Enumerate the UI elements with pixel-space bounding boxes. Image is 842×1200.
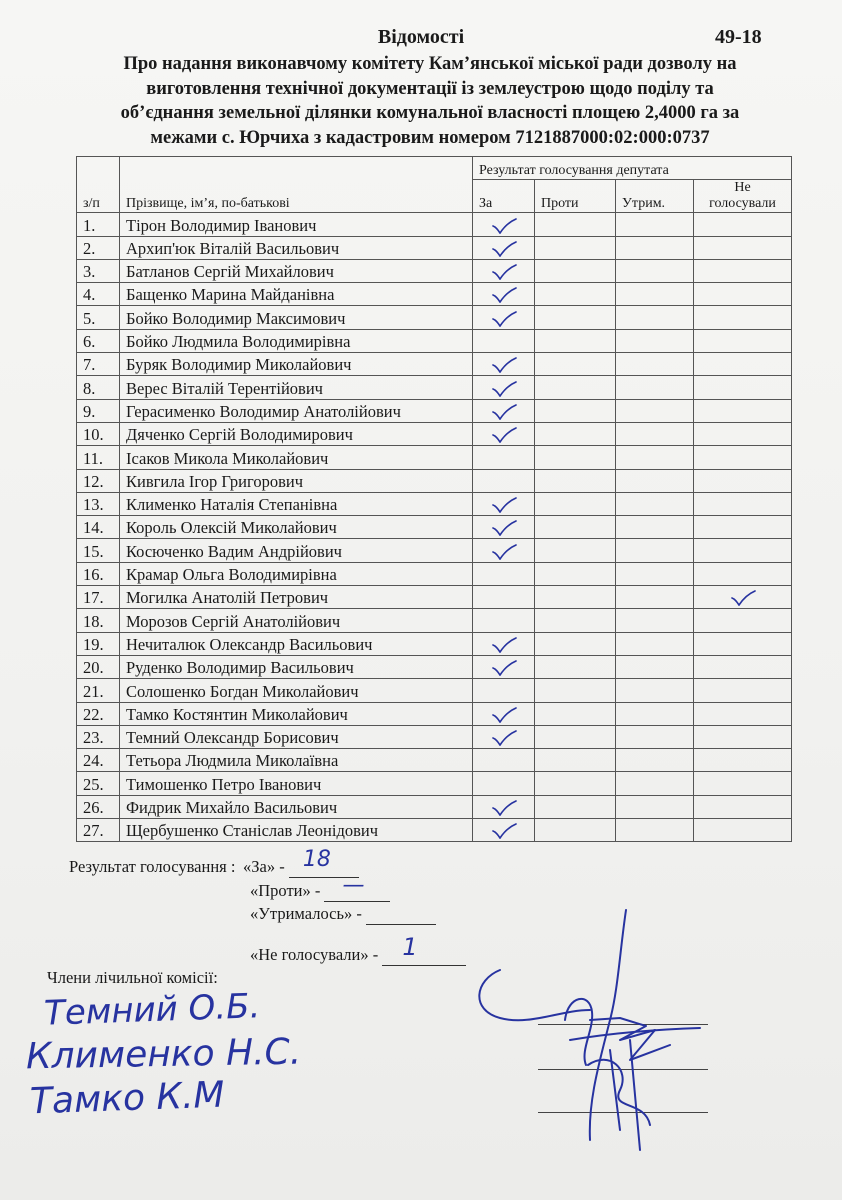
summary-abstain-blank xyxy=(366,904,436,925)
vote-cell-for xyxy=(473,492,535,515)
vote-cell-not-voted xyxy=(694,725,792,748)
voting-table xyxy=(76,156,792,842)
vote-cell-for xyxy=(473,422,535,445)
vote-cell-against xyxy=(535,399,616,422)
row-number: 5. xyxy=(77,306,120,329)
row-name: Кивгила Ігор Григорович xyxy=(120,469,473,492)
checkmark-icon xyxy=(491,287,517,303)
vote-cell-not-voted xyxy=(694,446,792,469)
table-row xyxy=(77,539,792,562)
vote-cell-not-voted xyxy=(694,655,792,678)
header-not-voted-line1: Не xyxy=(734,180,751,196)
subject-line: Про надання виконавчому комітету Кам’янської міської ради дозволу на xyxy=(123,54,737,74)
vote-cell-abstain xyxy=(616,306,694,329)
header-for: За xyxy=(473,180,535,213)
vote-cell-not-voted xyxy=(694,353,792,376)
vote-cell-not-voted xyxy=(694,749,792,772)
row-name: Тамко Костянтин Миколайович xyxy=(120,702,473,725)
summary-against xyxy=(250,873,390,902)
vote-cell-against xyxy=(535,446,616,469)
row-name: Ісаков Микола Миколайович xyxy=(120,446,473,469)
header-result: Результат голосування депутата xyxy=(473,157,792,180)
vote-cell-not-voted xyxy=(694,679,792,702)
vote-cell-not-voted xyxy=(694,283,792,306)
checkmark-icon xyxy=(491,311,517,327)
vote-cell-against xyxy=(535,376,616,399)
table-row xyxy=(77,329,792,352)
vote-cell-abstain xyxy=(616,749,694,772)
vote-cell-not-voted xyxy=(694,795,792,818)
vote-cell-abstain xyxy=(616,632,694,655)
table-row xyxy=(77,655,792,678)
row-number: 19. xyxy=(77,632,120,655)
checkmark-icon xyxy=(491,381,517,397)
vote-cell-against xyxy=(535,679,616,702)
header-not-voted xyxy=(694,180,792,213)
checkmark-icon xyxy=(491,264,517,280)
vote-cell-for xyxy=(473,679,535,702)
vote-cell-against xyxy=(535,586,616,609)
vote-cell-against xyxy=(535,539,616,562)
table-row xyxy=(77,632,792,655)
vote-cell-for xyxy=(473,213,535,236)
row-number: 11. xyxy=(77,446,120,469)
vote-cell-against xyxy=(535,516,616,539)
table-row xyxy=(77,725,792,748)
checkmark-icon xyxy=(491,637,517,653)
row-name: Косюченко Вадим Андрійович xyxy=(120,539,473,562)
vote-cell-against xyxy=(535,236,616,259)
vote-cell-against xyxy=(535,306,616,329)
commission-label: Члени лічильної комісії: xyxy=(47,968,218,987)
commission-signature-3: Тамко К.М xyxy=(29,1074,226,1123)
row-name: Архип'юк Віталій Васильович xyxy=(120,236,473,259)
checkmark-icon xyxy=(491,520,517,536)
checkmark-icon xyxy=(491,800,517,816)
table-row xyxy=(77,236,792,259)
vote-cell-for xyxy=(473,516,535,539)
vote-cell-for xyxy=(473,306,535,329)
document-title: Відомості xyxy=(377,26,465,48)
table-row xyxy=(77,772,792,795)
row-number: 25. xyxy=(77,772,120,795)
row-name: Бойко Володимир Максимович xyxy=(120,306,473,329)
voting-rows xyxy=(77,213,792,842)
checkmark-icon xyxy=(491,357,517,373)
checkmark-icon xyxy=(491,218,517,234)
vote-cell-against xyxy=(535,492,616,515)
row-number: 20. xyxy=(77,655,120,678)
row-name: Дяченко Сергій Володимирович xyxy=(120,422,473,445)
summary-not-voted-label: «Не голосували» - xyxy=(250,945,379,964)
row-number: 3. xyxy=(77,259,120,282)
vote-cell-against xyxy=(535,819,616,842)
row-name: Клименко Наталія Степанівна xyxy=(120,492,473,515)
summary-abstain xyxy=(250,904,436,925)
vote-cell-not-voted xyxy=(694,492,792,515)
row-number: 7. xyxy=(77,353,120,376)
table-row xyxy=(77,469,792,492)
vote-cell-against xyxy=(535,702,616,725)
vote-cell-against xyxy=(535,562,616,585)
vote-cell-against xyxy=(535,795,616,818)
vote-cell-not-voted xyxy=(694,399,792,422)
row-name: Руденко Володимир Васильович xyxy=(120,655,473,678)
vote-cell-not-voted xyxy=(694,213,792,236)
summary-for-value: 18 xyxy=(302,847,331,872)
vote-cell-abstain xyxy=(616,422,694,445)
row-number: 23. xyxy=(77,725,120,748)
row-name: Нечиталюк Олександр Васильович xyxy=(120,632,473,655)
vote-cell-abstain xyxy=(616,702,694,725)
row-number: 4. xyxy=(77,283,120,306)
vote-cell-not-voted xyxy=(694,819,792,842)
header-name: Прізвище, ім’я, по-батькові xyxy=(120,157,473,213)
vote-cell-for xyxy=(473,819,535,842)
vote-cell-for xyxy=(473,702,535,725)
row-name: Верес Віталій Терентійович xyxy=(120,376,473,399)
chairman-signature-scribble xyxy=(470,900,730,1170)
row-name: Щербушенко Станіслав Леонідович xyxy=(120,819,473,842)
row-number: 6. xyxy=(77,329,120,352)
vote-cell-for xyxy=(473,632,535,655)
checkmark-icon xyxy=(491,730,517,746)
summary-not-voted-blank xyxy=(382,933,466,966)
vote-cell-not-voted xyxy=(694,376,792,399)
summary-against-blank xyxy=(324,873,390,902)
table-row xyxy=(77,259,792,282)
summary-for xyxy=(243,847,359,878)
vote-cell-not-voted xyxy=(694,259,792,282)
vote-cell-abstain xyxy=(616,236,694,259)
vote-cell-not-voted xyxy=(694,306,792,329)
header-not-voted-line2: голосували xyxy=(709,196,776,212)
table-row xyxy=(77,795,792,818)
vote-cell-for xyxy=(473,772,535,795)
table-row xyxy=(77,306,792,329)
table-row xyxy=(77,283,792,306)
vote-cell-against xyxy=(535,609,616,632)
row-name: Буряк Володимир Миколайович xyxy=(120,353,473,376)
vote-cell-abstain xyxy=(616,539,694,562)
row-number: 22. xyxy=(77,702,120,725)
vote-cell-abstain xyxy=(616,609,694,632)
subject-line: межами с. Юрчиха з кадастровим номером 7121887000:02:000:0737 xyxy=(150,127,710,148)
vote-cell-against xyxy=(535,422,616,445)
table-row xyxy=(77,702,792,725)
table-row xyxy=(77,679,792,702)
row-name: Герасименко Володимир Анатолійович xyxy=(120,399,473,422)
table-row xyxy=(77,819,792,842)
vote-cell-abstain xyxy=(616,259,694,282)
vote-cell-against xyxy=(535,283,616,306)
vote-cell-abstain xyxy=(616,725,694,748)
commission-signature-1: Темний О.Б. xyxy=(43,986,261,1034)
commission-signature-2: Клименко Н.С. xyxy=(25,1031,302,1078)
vote-cell-for xyxy=(473,399,535,422)
row-name: Фидрик Михайло Васильович xyxy=(120,795,473,818)
row-number: 27. xyxy=(77,819,120,842)
vote-cell-abstain xyxy=(616,213,694,236)
table-row xyxy=(77,213,792,236)
vote-cell-for xyxy=(473,353,535,376)
checkmark-icon xyxy=(491,404,517,420)
header-abstain: Утрим. xyxy=(616,180,694,213)
table-row xyxy=(77,749,792,772)
row-name: Крамар Ольга Володимирівна xyxy=(120,562,473,585)
row-number: 26. xyxy=(77,795,120,818)
row-number: 15. xyxy=(77,539,120,562)
vote-cell-for xyxy=(473,283,535,306)
table-row xyxy=(77,562,792,585)
vote-cell-abstain xyxy=(616,819,694,842)
summary-not-voted xyxy=(250,933,466,966)
vote-cell-abstain xyxy=(616,492,694,515)
header-number: з/п xyxy=(77,157,120,213)
row-number: 12. xyxy=(77,469,120,492)
subject-line: виготовлення технічної документації із землеустрою щодо поділу та xyxy=(146,78,714,99)
vote-cell-abstain xyxy=(616,772,694,795)
row-name: Король Олексій Миколайович xyxy=(120,516,473,539)
vote-cell-abstain xyxy=(616,376,694,399)
row-number: 17. xyxy=(77,586,120,609)
table-row xyxy=(77,492,792,515)
vote-cell-for xyxy=(473,609,535,632)
vote-cell-for xyxy=(473,586,535,609)
vote-cell-abstain xyxy=(616,562,694,585)
vote-cell-not-voted xyxy=(694,632,792,655)
table-row xyxy=(77,586,792,609)
summary-not-voted-value: 1 xyxy=(402,933,418,961)
table-row xyxy=(77,609,792,632)
table-row xyxy=(77,422,792,445)
row-number: 24. xyxy=(77,749,120,772)
row-name: Морозов Сергій Анатолійович xyxy=(120,609,473,632)
vote-cell-abstain xyxy=(616,283,694,306)
vote-cell-not-voted xyxy=(694,539,792,562)
vote-cell-not-voted xyxy=(694,702,792,725)
vote-cell-not-voted xyxy=(694,469,792,492)
vote-cell-against xyxy=(535,469,616,492)
vote-cell-abstain xyxy=(616,679,694,702)
vote-cell-abstain xyxy=(616,795,694,818)
checkmark-icon xyxy=(730,590,756,606)
vote-cell-not-voted xyxy=(694,516,792,539)
checkmark-icon xyxy=(491,427,517,443)
vote-cell-against xyxy=(535,725,616,748)
checkmark-icon xyxy=(491,241,517,257)
vote-cell-against xyxy=(535,329,616,352)
vote-cell-for xyxy=(473,562,535,585)
row-number: 9. xyxy=(77,399,120,422)
vote-cell-abstain xyxy=(616,446,694,469)
row-name: Тетьора Людмила Миколаївна xyxy=(120,749,473,772)
checkmark-icon xyxy=(491,544,517,560)
vote-cell-against xyxy=(535,749,616,772)
row-number: 18. xyxy=(77,609,120,632)
vote-cell-for xyxy=(473,795,535,818)
row-name: Бойко Людмила Володимирівна xyxy=(120,329,473,352)
vote-cell-abstain xyxy=(616,353,694,376)
vote-cell-for xyxy=(473,655,535,678)
row-number: 16. xyxy=(77,562,120,585)
vote-cell-for xyxy=(473,749,535,772)
vote-cell-not-voted xyxy=(694,772,792,795)
vote-cell-against xyxy=(535,353,616,376)
vote-cell-against xyxy=(535,259,616,282)
vote-cell-not-voted xyxy=(694,422,792,445)
vote-cell-against xyxy=(535,772,616,795)
table-row xyxy=(77,376,792,399)
vote-cell-for xyxy=(473,376,535,399)
vote-cell-not-voted xyxy=(694,586,792,609)
vote-cell-for xyxy=(473,725,535,748)
checkmark-icon xyxy=(491,707,517,723)
vote-cell-abstain xyxy=(616,399,694,422)
row-number: 10. xyxy=(77,422,120,445)
row-name: Могилка Анатолій Петрович xyxy=(120,586,473,609)
summary-abstain-label: «Утрималось» - xyxy=(250,904,362,923)
subject-line: об’єднання земельної ділянки комунальної власності площею 2,4000 га за xyxy=(120,103,740,123)
vote-cell-against xyxy=(535,655,616,678)
table-row xyxy=(77,399,792,422)
vote-cell-abstain xyxy=(616,469,694,492)
row-number: 21. xyxy=(77,679,120,702)
checkmark-icon xyxy=(491,497,517,513)
vote-cell-not-voted xyxy=(694,562,792,585)
vote-cell-abstain xyxy=(616,655,694,678)
summary-for-label: «За» - xyxy=(243,857,285,876)
document-subject xyxy=(90,52,770,150)
vote-cell-for xyxy=(473,446,535,469)
vote-cell-for xyxy=(473,539,535,562)
table-row xyxy=(77,353,792,376)
vote-cell-for xyxy=(473,259,535,282)
vote-cell-abstain xyxy=(616,329,694,352)
row-name: Солошенко Богдан Миколайович xyxy=(120,679,473,702)
table-row xyxy=(77,446,792,469)
row-name: Тимошенко Петро Іванович xyxy=(120,772,473,795)
table-row xyxy=(77,516,792,539)
vote-cell-against xyxy=(535,213,616,236)
vote-cell-not-voted xyxy=(694,609,792,632)
row-name: Батланов Сергій Михайлович xyxy=(120,259,473,282)
checkmark-icon xyxy=(491,823,517,839)
row-number: 1. xyxy=(77,213,120,236)
row-name: Бащенко Марина Майданівна xyxy=(120,283,473,306)
summary-against-label: «Проти» - xyxy=(250,881,321,900)
row-number: 13. xyxy=(77,492,120,515)
row-name: Темний Олександр Борисович xyxy=(120,725,473,748)
row-name: Тірон Володимир Іванович xyxy=(120,213,473,236)
vote-cell-not-voted xyxy=(694,236,792,259)
header-against: Проти xyxy=(535,180,616,213)
document-number: 49-18 xyxy=(715,26,762,48)
row-number: 8. xyxy=(77,376,120,399)
vote-cell-for xyxy=(473,236,535,259)
checkmark-icon xyxy=(491,660,517,676)
summary-label: Результат голосування : xyxy=(69,857,236,876)
vote-cell-for xyxy=(473,469,535,492)
vote-cell-against xyxy=(535,632,616,655)
row-number: 14. xyxy=(77,516,120,539)
vote-cell-abstain xyxy=(616,516,694,539)
vote-cell-abstain xyxy=(616,586,694,609)
row-number: 2. xyxy=(77,236,120,259)
vote-cell-for xyxy=(473,329,535,352)
vote-cell-not-voted xyxy=(694,329,792,352)
summary-against-value: — xyxy=(342,873,365,898)
